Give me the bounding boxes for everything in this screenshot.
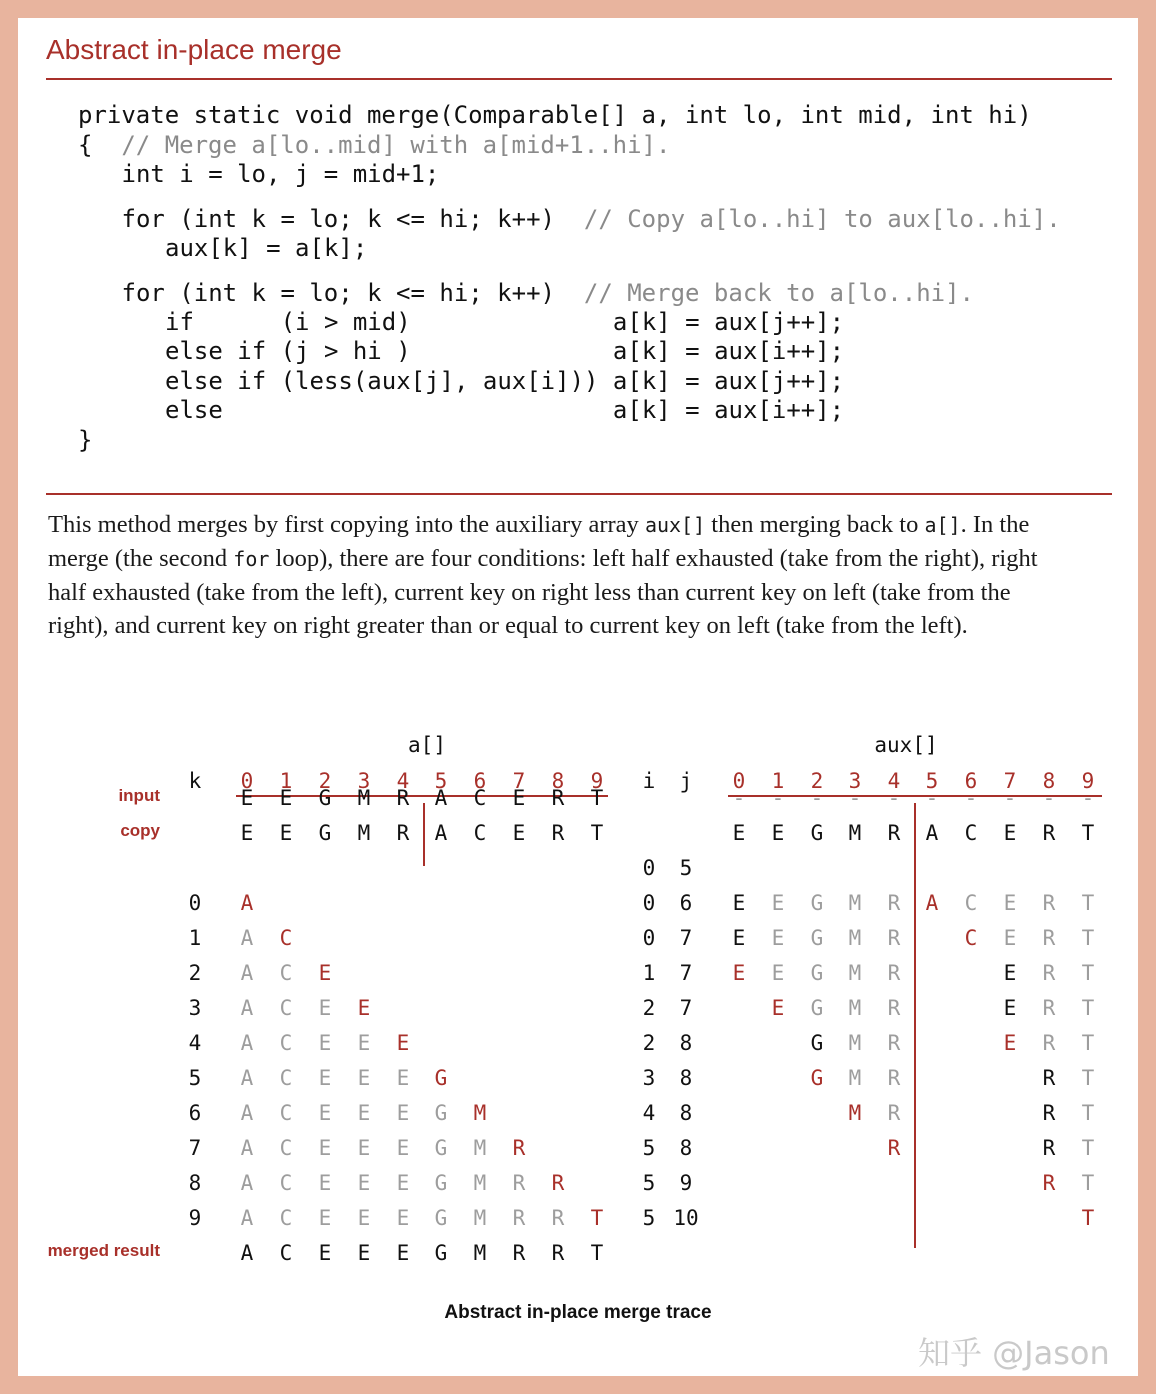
k-value: 2 — [188, 961, 202, 985]
code-line — [165, 233, 367, 263]
a-cell: M — [473, 1136, 487, 1160]
a-cell: E — [318, 996, 332, 1020]
a-cell: E — [318, 1066, 332, 1090]
description-line-3: half exhausted (take from the left), current key on right less than current key on left (take from the — [48, 579, 1011, 606]
code-text: } — [78, 426, 93, 454]
a-index: 6 — [473, 769, 487, 793]
aux-cell: R — [887, 961, 901, 985]
aux-cell: M — [848, 1066, 862, 1090]
aux-cell: R — [1042, 1136, 1056, 1160]
a-cell: G — [318, 821, 332, 845]
aux-cell: - — [887, 786, 901, 810]
a-index: 1 — [279, 769, 293, 793]
a-index: 8 — [551, 769, 565, 793]
aux-index: 8 — [1042, 769, 1056, 793]
j-value: 7 — [679, 961, 693, 985]
a-cell: C — [279, 1171, 293, 1195]
aux-index: 4 — [887, 769, 901, 793]
a-index: 5 — [434, 769, 448, 793]
a-cell: E — [318, 1031, 332, 1055]
k-header: k — [188, 769, 202, 793]
a-cell: E — [512, 821, 526, 845]
a-cell: E — [396, 1101, 410, 1125]
a-cell: E — [396, 1066, 410, 1090]
i-value: 1 — [642, 961, 656, 985]
code-text: if (i > mid) a[k] = aux[j++]; — [165, 308, 845, 336]
code-rule — [46, 493, 1112, 495]
aux-cell: M — [848, 821, 862, 845]
i-value: 2 — [642, 996, 656, 1020]
a-cell: E — [396, 1171, 410, 1195]
a-cell: C — [279, 961, 293, 985]
aux-cell: T — [1081, 891, 1095, 915]
a-index: 9 — [590, 769, 604, 793]
aux-cell: T — [1081, 1101, 1095, 1125]
code-text: for (int k = lo; k <= hi; k++) — [121, 205, 584, 233]
aux-array-header: aux[] — [874, 733, 938, 757]
aux-cell: R — [1042, 1031, 1056, 1055]
aux-cell: R — [1042, 821, 1056, 845]
aux-cell: T — [1081, 1031, 1095, 1055]
aux-index: 5 — [925, 769, 939, 793]
aux-cell: E — [732, 821, 746, 845]
aux-cell: R — [1042, 1101, 1056, 1125]
i-value: 0 — [642, 891, 656, 915]
a-cell: E — [279, 821, 293, 845]
aux-cell: R — [887, 1066, 901, 1090]
k-value: 6 — [188, 1101, 202, 1125]
i-value: 0 — [642, 926, 656, 950]
a-cell: T — [590, 821, 604, 845]
a-cell: M — [473, 1206, 487, 1230]
aux-cell: T — [1081, 996, 1095, 1020]
i-value: 0 — [642, 856, 656, 880]
aux-cell: - — [964, 786, 978, 810]
a-cell: M — [357, 786, 371, 810]
aux-cell: R — [887, 1101, 901, 1125]
a-cell: E — [240, 821, 254, 845]
description-line-4: right), and current key on right greater than or equal to current key on left (take from the left). — [48, 612, 968, 639]
k-value: 7 — [188, 1136, 202, 1160]
aux-cell: G — [810, 961, 824, 985]
a-cell: M — [473, 1171, 487, 1195]
aux-cell: R — [1042, 926, 1056, 950]
a-cell: G — [434, 1101, 448, 1125]
aux-cell: E — [1003, 891, 1017, 915]
a-cell: A — [240, 961, 254, 985]
a-index: 2 — [318, 769, 332, 793]
aux-cell: E — [732, 891, 746, 915]
aux-cell: G — [810, 891, 824, 915]
a-cell: A — [240, 1101, 254, 1125]
a-cell: E — [240, 786, 254, 810]
aux-cell: R — [1042, 996, 1056, 1020]
merged-cell: A — [240, 1241, 254, 1265]
aux-cell: G — [810, 1066, 824, 1090]
a-cell: G — [434, 1066, 448, 1090]
a-cell: E — [318, 1171, 332, 1195]
merged-cell: E — [357, 1241, 371, 1265]
merged-cell: E — [318, 1241, 332, 1265]
a-cell: A — [240, 891, 254, 915]
a-cell: R — [551, 821, 565, 845]
code-text: aux[k] = a[k]; — [165, 234, 368, 262]
page — [18, 18, 1138, 1376]
a-cell: C — [473, 821, 487, 845]
a-index: 0 — [240, 769, 254, 793]
code-line — [165, 336, 844, 366]
a-cell: R — [551, 786, 565, 810]
merged-cell: M — [473, 1241, 487, 1265]
j-value: 10 — [673, 1206, 699, 1230]
a-cell: C — [279, 1136, 293, 1160]
a-cell: E — [318, 961, 332, 985]
i-value: 5 — [642, 1171, 656, 1195]
aux-cell: - — [771, 786, 785, 810]
aux-cell: R — [887, 891, 901, 915]
aux-cell: C — [964, 926, 978, 950]
description-line-1: This method merges by first copying into the auxiliary array aux[] then merging back to a[]. In the — [48, 511, 1030, 538]
a-cell: R — [551, 1171, 565, 1195]
aux-cell: G — [810, 926, 824, 950]
aux-cell: E — [732, 961, 746, 985]
merged-cell: T — [590, 1241, 604, 1265]
aux-cell: R — [1042, 891, 1056, 915]
aux-index: 0 — [732, 769, 746, 793]
a-cell: E — [318, 1206, 332, 1230]
a-cell: C — [279, 1101, 293, 1125]
a-cell: G — [434, 1171, 448, 1195]
a-cell: C — [279, 1206, 293, 1230]
aux-cell: R — [1042, 961, 1056, 985]
code-text: else if (j > hi ) a[k] = aux[i++]; — [165, 337, 845, 365]
watermark: 知乎 @Jason — [918, 1334, 1110, 1372]
aux-index: 9 — [1081, 769, 1095, 793]
a-array-header: a[] — [408, 733, 446, 757]
code-text: int i = lo, j = mid+1; — [121, 160, 440, 188]
a-cell: R — [512, 1206, 526, 1230]
aux-cell: - — [810, 786, 824, 810]
aux-cell: T — [1081, 1171, 1095, 1195]
aux-cell: - — [848, 786, 862, 810]
aux-cell: E — [1003, 926, 1017, 950]
aux-cell: E — [1003, 996, 1017, 1020]
a-cell: A — [240, 1066, 254, 1090]
merged-cell: G — [434, 1241, 448, 1265]
a-cell: A — [240, 996, 254, 1020]
code-line — [165, 395, 844, 425]
code-for: for — [233, 547, 270, 571]
a-index: 3 — [357, 769, 371, 793]
a-cell: A — [240, 1171, 254, 1195]
aux-index: 6 — [964, 769, 978, 793]
j-value: 6 — [679, 891, 693, 915]
a-cell: E — [512, 786, 526, 810]
a-cell: G — [434, 1206, 448, 1230]
aux-index: 3 — [848, 769, 862, 793]
a-cell: C — [279, 926, 293, 950]
k-value: 3 — [188, 996, 202, 1020]
code-line — [78, 100, 1032, 130]
aux-cell: M — [848, 1031, 862, 1055]
a-cell: E — [357, 1031, 371, 1055]
a-cell: M — [357, 821, 371, 845]
code-line — [122, 159, 440, 189]
merged-result-label: merged result — [47, 1241, 160, 1260]
k-value: 8 — [188, 1171, 202, 1195]
aux-cell: R — [1042, 1066, 1056, 1090]
a-cell: A — [240, 1136, 254, 1160]
aux-cell: E — [771, 961, 785, 985]
aux-cell: - — [1081, 786, 1095, 810]
a-cell: E — [357, 1066, 371, 1090]
i-value: 3 — [642, 1066, 656, 1090]
aux-cell: - — [925, 786, 939, 810]
title-rule — [46, 78, 1112, 80]
description-line-2: merge (the second for loop), there are four conditions: left half exhausted (take from the right), right — [48, 545, 1038, 572]
a-cell: E — [396, 1031, 410, 1055]
copy-label: copy — [120, 821, 160, 840]
a-cell: M — [473, 1101, 487, 1125]
aux-cell: T — [1081, 1066, 1095, 1090]
a-cell: E — [357, 1171, 371, 1195]
j-header: j — [679, 769, 693, 793]
a-cell: C — [279, 1066, 293, 1090]
page-title: Abstract in-place merge — [46, 34, 342, 65]
aux-cell: T — [1081, 1136, 1095, 1160]
code-text: else a[k] = aux[i++]; — [165, 396, 845, 424]
a-cell: A — [434, 821, 448, 845]
aux-cell: E — [771, 926, 785, 950]
code-comment: // Merge a[lo..mid] with a[mid+1..hi]. — [121, 131, 671, 159]
trace-caption: Abstract in-place merge trace — [444, 1302, 712, 1323]
i-value: 4 — [642, 1101, 656, 1125]
aux-cell: - — [1003, 786, 1017, 810]
description — [48, 508, 1116, 642]
aux-cell: G — [810, 996, 824, 1020]
a-cell: C — [279, 1031, 293, 1055]
code-text: { — [78, 131, 122, 159]
a-index: 4 — [396, 769, 410, 793]
code-line — [165, 307, 844, 337]
a-cell: C — [473, 786, 487, 810]
a-cell: A — [240, 1031, 254, 1055]
a-cell: E — [396, 1136, 410, 1160]
aux-cell: T — [1081, 1206, 1095, 1230]
aux-cell: G — [810, 821, 824, 845]
aux-cell: T — [1081, 926, 1095, 950]
a-cell: E — [357, 1136, 371, 1160]
a-cell: T — [590, 786, 604, 810]
aux-cell: E — [771, 996, 785, 1020]
code-text: private static void merge(Comparable[] a, int lo, int mid, int hi) — [78, 101, 1032, 129]
j-value: 8 — [679, 1031, 693, 1055]
aux-cell: M — [848, 926, 862, 950]
aux-cell: M — [848, 996, 862, 1020]
merged-cell: E — [396, 1241, 410, 1265]
a-cell: E — [318, 1136, 332, 1160]
aux-cell: R — [887, 1136, 901, 1160]
code-a: a[] — [924, 513, 961, 537]
code-comment: // Copy a[lo..hi] to aux[lo..hi]. — [583, 205, 1061, 233]
j-value: 8 — [679, 1136, 693, 1160]
aux-cell: A — [925, 891, 939, 915]
aux-cell: E — [1003, 961, 1017, 985]
a-cell: G — [434, 1136, 448, 1160]
aux-cell: M — [848, 891, 862, 915]
i-value: 2 — [642, 1031, 656, 1055]
j-value: 9 — [679, 1171, 693, 1195]
a-cell: A — [240, 926, 254, 950]
aux-cell: R — [1042, 1171, 1056, 1195]
j-value: 7 — [679, 996, 693, 1020]
aux-cell: E — [1003, 821, 1017, 845]
aux-cell: E — [732, 926, 746, 950]
a-cell: R — [396, 821, 410, 845]
input-label: input — [118, 786, 160, 805]
a-cell: E — [279, 786, 293, 810]
i-value: 5 — [642, 1136, 656, 1160]
merged-cell: R — [512, 1241, 526, 1265]
a-index: 7 — [512, 769, 526, 793]
code-aux: aux[] — [644, 513, 706, 537]
a-cell: E — [396, 1206, 410, 1230]
k-value: 4 — [188, 1031, 202, 1055]
j-value: 8 — [679, 1101, 693, 1125]
k-value: 5 — [188, 1066, 202, 1090]
code-text: for (int k = lo; k <= hi; k++) — [121, 279, 584, 307]
code-line — [122, 204, 1061, 234]
aux-cell: M — [848, 1101, 862, 1125]
aux-cell: M — [848, 961, 862, 985]
a-cell: E — [318, 1101, 332, 1125]
aux-cell: C — [964, 821, 978, 845]
i-header: i — [642, 769, 656, 793]
aux-cell: E — [771, 821, 785, 845]
code-text: else if (less(aux[j], aux[i])) a[k] = aux[j++]; — [165, 367, 845, 395]
a-cell: E — [357, 1206, 371, 1230]
a-cell: E — [357, 996, 371, 1020]
a-cell: R — [396, 786, 410, 810]
a-cell: E — [357, 1101, 371, 1125]
a-cell: G — [318, 786, 332, 810]
k-value: 9 — [188, 1206, 202, 1230]
aux-cell: - — [1042, 786, 1056, 810]
merged-cell: C — [279, 1241, 293, 1265]
aux-cell: E — [1003, 1031, 1017, 1055]
code-line — [122, 278, 975, 308]
a-cell: R — [512, 1171, 526, 1195]
code-comment: // Merge back to a[lo..hi]. — [583, 279, 975, 307]
aux-cell: R — [887, 996, 901, 1020]
aux-cell: E — [771, 891, 785, 915]
j-value: 7 — [679, 926, 693, 950]
a-cell: R — [512, 1136, 526, 1160]
aux-index: 2 — [810, 769, 824, 793]
aux-cell: - — [732, 786, 746, 810]
a-mid-divider — [423, 803, 425, 866]
aux-cell: R — [887, 1031, 901, 1055]
a-cell: A — [240, 1206, 254, 1230]
a-cell: A — [434, 786, 448, 810]
a-cell: T — [590, 1206, 604, 1230]
code-line — [78, 130, 670, 160]
a-cell: C — [279, 996, 293, 1020]
a-cell: R — [551, 1206, 565, 1230]
j-value: 5 — [679, 856, 693, 880]
aux-cell: T — [1081, 961, 1095, 985]
merged-cell: R — [551, 1241, 565, 1265]
code-line — [165, 366, 844, 396]
aux-index: 1 — [771, 769, 785, 793]
k-value: 1 — [188, 926, 202, 950]
aux-cell: T — [1081, 821, 1095, 845]
i-value: 5 — [642, 1206, 656, 1230]
aux-cell: R — [887, 926, 901, 950]
aux-mid-divider — [914, 803, 916, 1248]
k-value: 0 — [188, 891, 202, 915]
aux-index: 7 — [1003, 769, 1017, 793]
j-value: 8 — [679, 1066, 693, 1090]
aux-cell: G — [810, 1031, 824, 1055]
aux-cell: A — [925, 821, 939, 845]
aux-cell: C — [964, 891, 978, 915]
aux-cell: R — [887, 821, 901, 845]
code-line — [78, 425, 92, 455]
